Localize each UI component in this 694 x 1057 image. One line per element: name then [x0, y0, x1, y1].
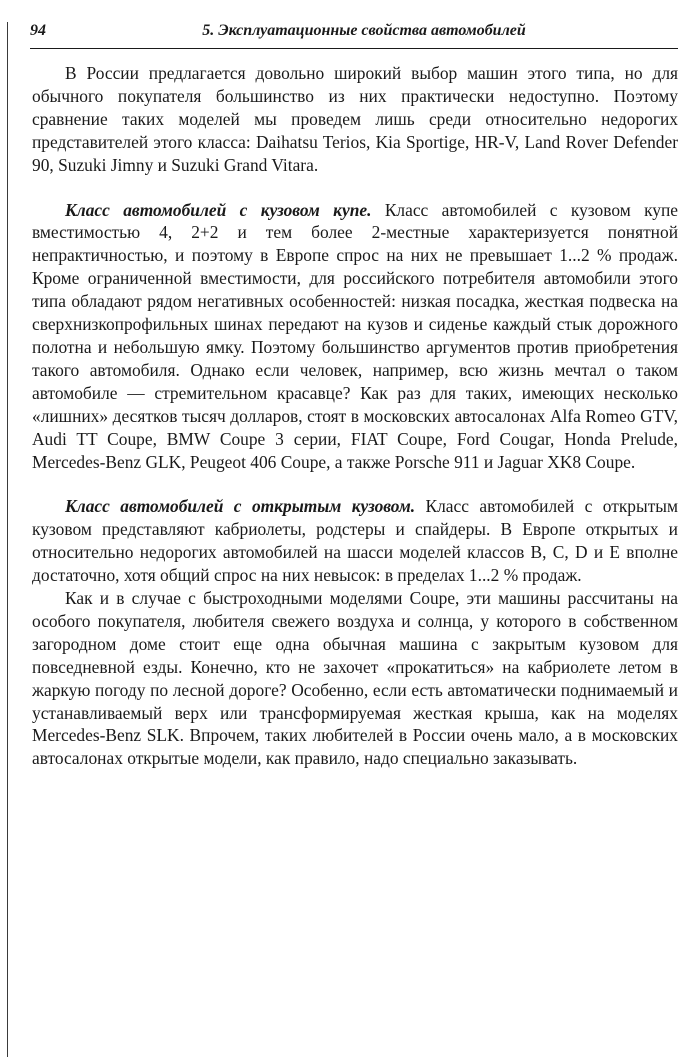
section-heading-coupe: Класс автомобилей с кузовом купе. [65, 199, 372, 220]
body-text [32, 62, 678, 770]
page-edge-line [7, 22, 8, 1057]
running-title: 5. Эксплуатационные свойства автомобилей [202, 22, 526, 39]
paragraph-text: Класс автомобилей с кузовом купе вместимостью 4, 2+2 и тем более 2-местные характеризуется понятной непрактичностью, и поэтому в Европе спрос на них не превышает 1...2 % продаж. Кроме ограниченной вместимости, для российского потребителя автомобили этого типа обладают рядом негативных особенностей: низкая посадка, жесткая подвеска на сверхнизкопрофильных шинах передают на кузов и сиденье каждый стык дорожного полотна и небольшую ямку. Поэтому большинство аргументов против приобретения такого автомобиля. Однако если человек, например, всю жизнь мечтал о таком автомобиле — стремительном красавце? Как раз для таких, имеющих несколько «лишних» десятков тысяч долларов, стоят в московских автосалонах Alfa Romeo GTV, Audi TT Coupe, BMW Coupe 3 серии, FIAT Coupe, Ford Cougar, Honda Prelude, Mercedes-Benz GLK, Peugeot 406 Coupe, а также Porsche 911 и Jaguar XK8 Coupe. [32, 199, 679, 472]
paragraph-open-body [32, 495, 678, 587]
section-heading-open-body: Класс автомобилей с открытым кузовом. [65, 496, 416, 517]
paragraph-text: В России предлагается довольно широкий выбор машин этого типа, но для обычного покупателя большинство из них практически недоступно. Поэтому сравнение таких моделей мы проведем лишь среди относительно недорогих представителей этого класса: Daihatsu Terios, Kia Sportige, HR-V, Land Rover Defender 90, Suzuki Jimny и Suzuki Grand Vitara. [32, 63, 678, 175]
paragraph-text: Класс автомобилей с открытым кузовом представляют кабриолеты, родстеры и спайдеры. В Европе открытых и относительно недорогих автомобилей на шасси моделей классов В, С, D и Е вполне достаточно, хотя общий спрос на них невысок: в пределах 1...2 % продаж. [32, 496, 678, 586]
paragraph-intro [32, 62, 678, 177]
running-header [30, 20, 678, 49]
page-number: 94 [30, 22, 46, 39]
paragraph-cabriolet [32, 587, 678, 770]
paragraph-text: Как и в случае с быстроходными моделями Coupe, эти машины рассчитаны на особого покупателя, любителя свежего воздуха и солнца, у которого в собственном загородном доме стоит еще одна обычная машина с закрытым кузовом для повседневной езды. Конечно, кто не захочет «прокатиться» на кабриолете летом в жаркую погоду по лесной дороге? Особенно, если есть автоматически поднимаемый и устанавливаемый верх или трансформируемая жесткая крыша, как на моделях Mercedes-Benz SLK. Впрочем, таких любителей в России очень мало, а в московских автосалонах открытые модели, как правило, надо специально заказывать. [32, 588, 678, 769]
paragraph-coupe [32, 199, 678, 474]
